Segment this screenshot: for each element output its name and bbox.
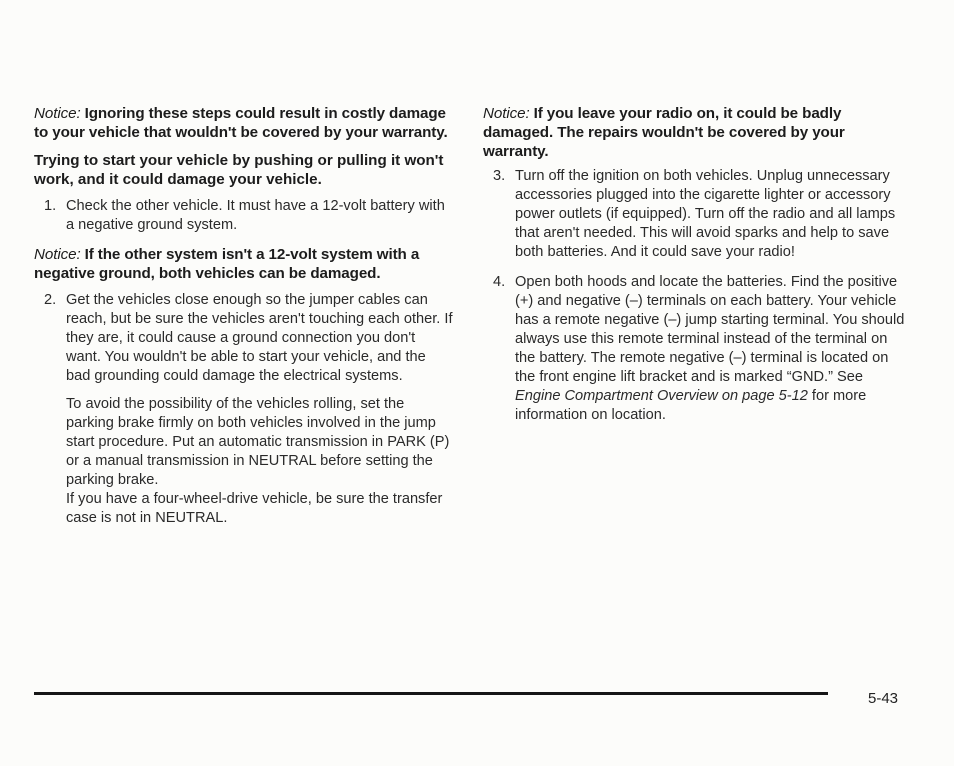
left-column bbox=[34, 104, 454, 528]
step-1 bbox=[34, 197, 454, 235]
step-4 bbox=[483, 273, 911, 425]
step-number: 3. bbox=[493, 168, 506, 184]
page-number: 5-43 bbox=[868, 690, 899, 707]
step-text: Open both hoods and locate the batteries. Find the positive (+) and negative (–) terminals on each battery. Your vehicle has a remote negative (–) jump starting terminal. You should always use this remote terminal instead of the terminal on the battery. The remote negative (–) terminal is located on the front engine lift bracket and is marked “GND.” See bbox=[515, 274, 905, 385]
notice-radio bbox=[483, 104, 911, 161]
step-text: Check the other vehicle. It must have a 12-volt battery with a negative ground system. bbox=[66, 198, 445, 233]
step-2 bbox=[34, 291, 454, 386]
right-column bbox=[483, 104, 911, 425]
step-text-tail: for more information on location. bbox=[515, 388, 867, 423]
notice-text: If the other system isn't a 12-volt system with a negative ground, both vehicles can be damaged. bbox=[34, 246, 420, 282]
parking-brake-paragraph: To avoid the possibility of the vehicles rolling, set the parking brake firmly on both vehicles involved in the jump start procedure. Put an automatic transmission in PARK (P) or a manual transmission in NEUTRAL before setting the parking brake. bbox=[66, 396, 450, 488]
notice-label: Notice: bbox=[34, 246, 81, 263]
four-wheel-drive-paragraph: If you have a four-wheel-drive vehicle, be sure the transfer case is not in NEUTRAL. bbox=[66, 491, 443, 526]
notice-text: Ignoring these steps could result in costly damage to your vehicle that wouldn't be covered by your warranty. bbox=[34, 105, 448, 141]
step-number: 1. bbox=[44, 198, 57, 214]
footer-rule bbox=[34, 692, 828, 695]
notice-warranty bbox=[34, 104, 454, 142]
cross-reference: Engine Compartment Overview on page 5-12 bbox=[515, 388, 808, 404]
step-text-wrapper bbox=[515, 273, 911, 425]
step-3 bbox=[483, 167, 911, 262]
notice-text: If you leave your radio on, it could be badly damaged. The repairs wouldn't be covered by your warranty. bbox=[483, 105, 845, 160]
notice-label: Notice: bbox=[34, 105, 81, 122]
notice-12-volt bbox=[34, 245, 454, 283]
push-start-warning: Trying to start your vehicle by pushing or pulling it won't work, and it could damage your vehicle. bbox=[34, 152, 444, 188]
notice-label: Notice: bbox=[483, 105, 530, 122]
step-number: 4. bbox=[493, 274, 506, 290]
step-text: Turn off the ignition on both vehicles. Unplug unnecessary accessories plugged into the cigarette lighter or accessory power outlets (if equipped). Turn off the radio and all lamps that aren't needed. This will avoid sparks and help to save both batteries. And it could save your radio! bbox=[515, 168, 896, 260]
step-number: 2. bbox=[44, 292, 57, 308]
step-text: Get the vehicles close enough so the jumper cables can reach, but be sure the vehicles aren't touching each other. If they are, it could cause a ground connection you don't want. You wouldn't be able to start your vehicle, and the bad grounding could damage the electrical systems. bbox=[66, 292, 453, 384]
